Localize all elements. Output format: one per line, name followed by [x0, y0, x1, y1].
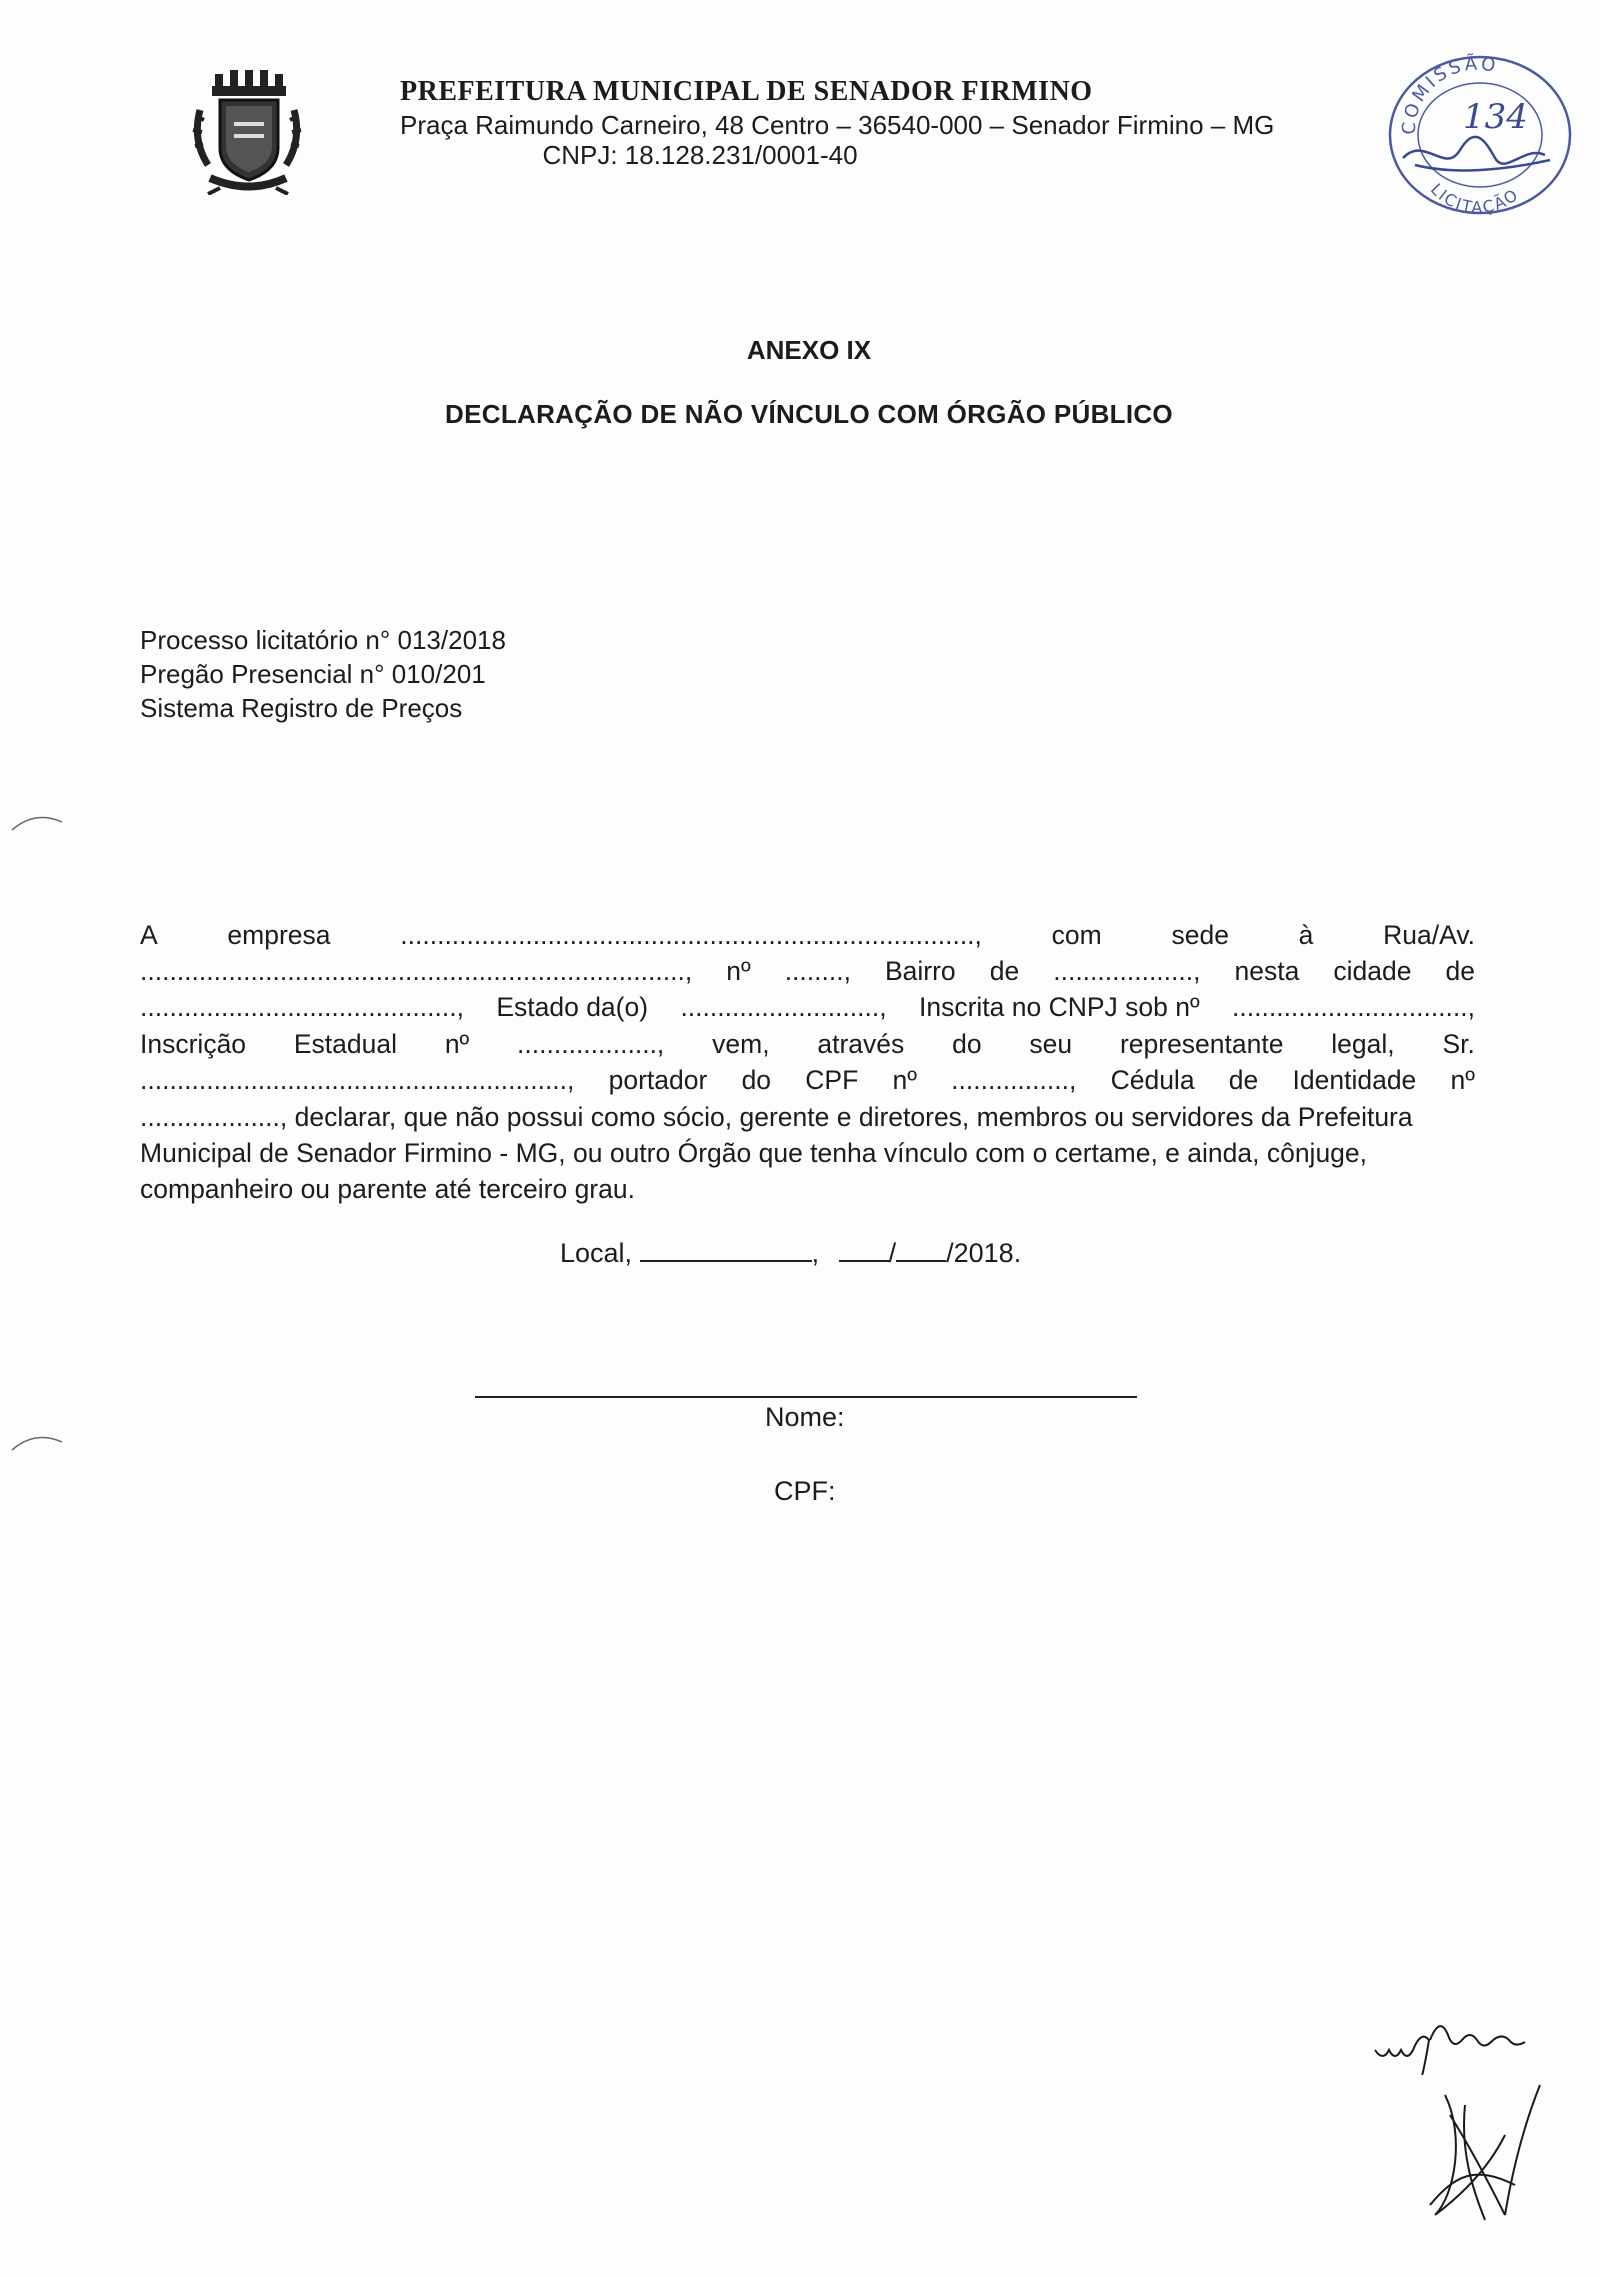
- stamp-bottom-text: LICITAÇÃO: [1426, 179, 1523, 215]
- handwritten-rubric: [1415, 2075, 1545, 2225]
- place-date: Local, , / /2018.: [560, 1238, 1022, 1268]
- body-line-5: .........................................................., portador do CPF nº ................, Cédula de Identidade nº: [140, 1065, 1475, 1095]
- commission-stamp: [1375, 40, 1575, 215]
- hole-punch-mark: [10, 1428, 70, 1458]
- name-label: Nome:: [765, 1402, 845, 1432]
- day-blank: [839, 1238, 889, 1262]
- header-title: PREFEITURA MUNICIPAL DE SENADOR FIRMINO: [400, 76, 1093, 107]
- body-line-2: .........................................................................., nº ........, Bairro de ..................., nesta cidade de: [140, 956, 1475, 986]
- process-info: [140, 623, 506, 725]
- registration-system: Sistema Registro de Preços: [140, 693, 463, 723]
- header-address: Praça Raimundo Carneiro, 48 Centro – 36540-000 – Senador Firmino – MG: [400, 110, 1275, 140]
- cpf-label: CPF:: [774, 1476, 836, 1506]
- body-line-3: ..........................................., Estado da(o) ..........................., Inscrita no CNPJ sob nº ................................,: [140, 992, 1475, 1022]
- declaration-title: DECLARAÇÃO DE NÃO VÍNCULO COM ÓRGÃO PÚBLICO: [445, 399, 1173, 429]
- place-blank: [640, 1238, 812, 1262]
- process-number: Processo licitatório n° 013/2018: [140, 625, 506, 655]
- stamp-page-number: 134: [1463, 97, 1528, 137]
- stamp-top-text: COMISSÃO: [1398, 53, 1501, 136]
- signature-line: [475, 1396, 1137, 1398]
- header-cnpj: CNPJ: 18.128.231/0001-40: [542, 140, 858, 170]
- body-line-1: A empresa .............................................................................., com sede à Rua/Av.: [140, 920, 1475, 950]
- month-blank: [896, 1238, 946, 1262]
- handwritten-initials: [1370, 2015, 1550, 2075]
- hole-punch-mark: [10, 808, 70, 838]
- stamp-signature: [1403, 137, 1550, 171]
- body-line-8: companheiro ou parente até terceiro grau.: [140, 1174, 635, 1204]
- body-line-7: Municipal de Senador Firmino - MG, ou outro Órgão que tenha vínculo com o certame, e ainda, cônjuge,: [140, 1138, 1368, 1168]
- annex-title: ANEXO IX: [746, 335, 872, 365]
- pregao-number: Pregão Presencial n° 010/201: [140, 659, 486, 689]
- body-line-4: Inscrição Estadual nº ..................., vem, através do seu representante legal, Sr.: [140, 1029, 1475, 1059]
- body-line-6: ..................., declarar, que não possui como sócio, gerente e diretores, membros ou servidores da Prefeitura: [140, 1102, 1413, 1132]
- municipal-coat-of-arms-icon: [190, 70, 305, 195]
